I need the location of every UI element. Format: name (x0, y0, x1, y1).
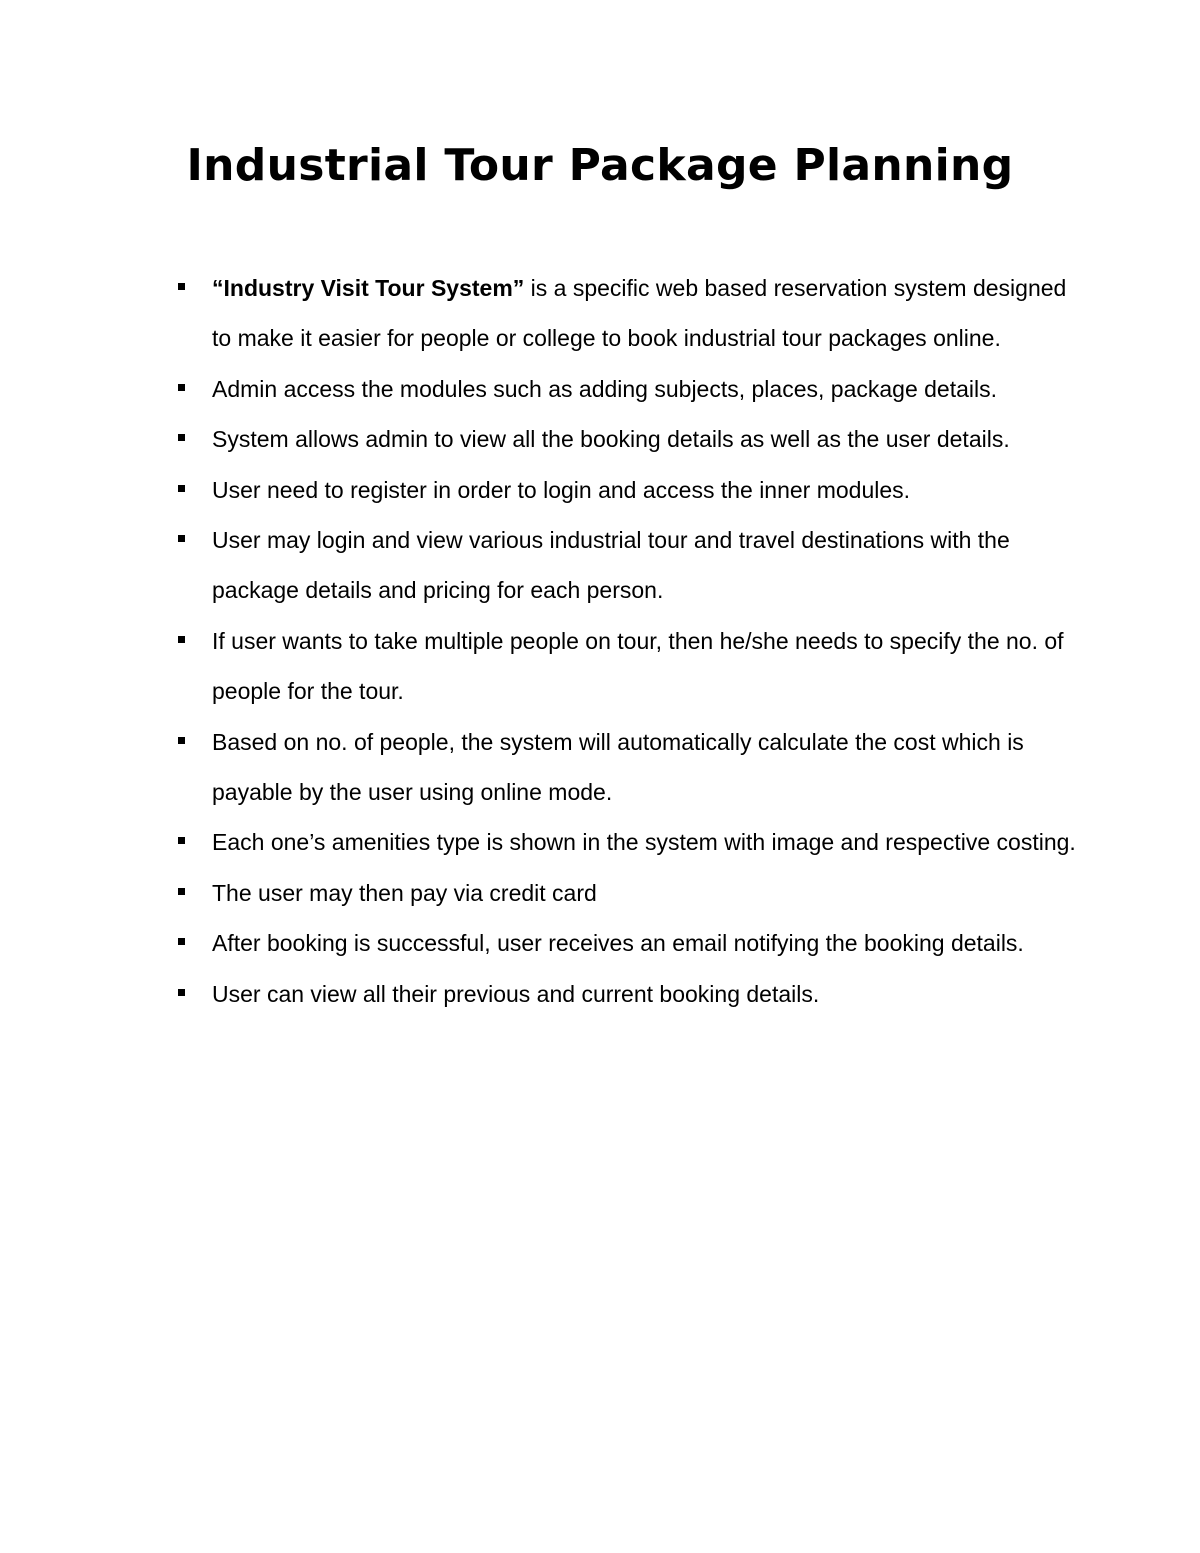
list-item (0, 465, 1200, 515)
list-item-text: After booking is successful, user receives an email notifying the booking details. (212, 930, 1024, 957)
list-item (0, 616, 1200, 717)
list-item-text: Based on no. of people, the system will automatically calculate the cost which is payable by the user using online mode. (212, 728, 1024, 806)
square-bullet-icon (178, 636, 185, 643)
list-item-text: Each one’s amenities type is shown in the system with image and respective costing. (212, 829, 1076, 856)
list-item-text: User may login and view various industrial tour and travel destinations with the package details and pricing for each person. (212, 527, 1010, 604)
list-item-text: Admin access the modules such as adding subjects, places, package details. (212, 375, 997, 402)
square-bullet-icon (178, 434, 185, 441)
intro-description: is a specific web based reservation system designed to make it easier for people or college to book industrial tour packages online. (212, 275, 1067, 352)
square-bullet-icon (178, 384, 185, 391)
square-bullet-icon (178, 283, 185, 290)
square-bullet-icon (178, 485, 185, 492)
bullet-list (0, 263, 1200, 1019)
list-item (0, 918, 1200, 968)
list-item-text: User need to register in order to login and access the inner modules. (212, 476, 911, 503)
list-item (0, 414, 1200, 464)
list-item (0, 364, 1200, 414)
square-bullet-icon (178, 938, 185, 945)
list-item (0, 969, 1200, 1019)
square-bullet-icon (178, 535, 185, 542)
square-bullet-icon (178, 989, 185, 996)
square-bullet-icon (178, 737, 185, 744)
system-name-label: “Industry Visit Tour System” (212, 275, 525, 301)
list-item (0, 868, 1200, 918)
list-item (0, 515, 1200, 616)
list-item-text (212, 275, 1066, 351)
list-item-text: User can view all their previous and current booking details. (212, 980, 820, 1007)
list-item (0, 717, 1200, 818)
square-bullet-icon (178, 837, 185, 844)
list-item (0, 263, 1200, 364)
square-bullet-icon (178, 888, 185, 895)
page-title: Industrial Tour Package Planning (186, 140, 1014, 191)
list-item (0, 817, 1200, 867)
list-item-text: If user wants to take multiple people on tour, then he/she needs to specify the no. of people for the tour. (212, 627, 1064, 705)
list-item-text: System allows admin to view all the booking details as well as the user details. (212, 426, 1010, 453)
list-item-text: The user may then pay via credit card (212, 879, 597, 906)
